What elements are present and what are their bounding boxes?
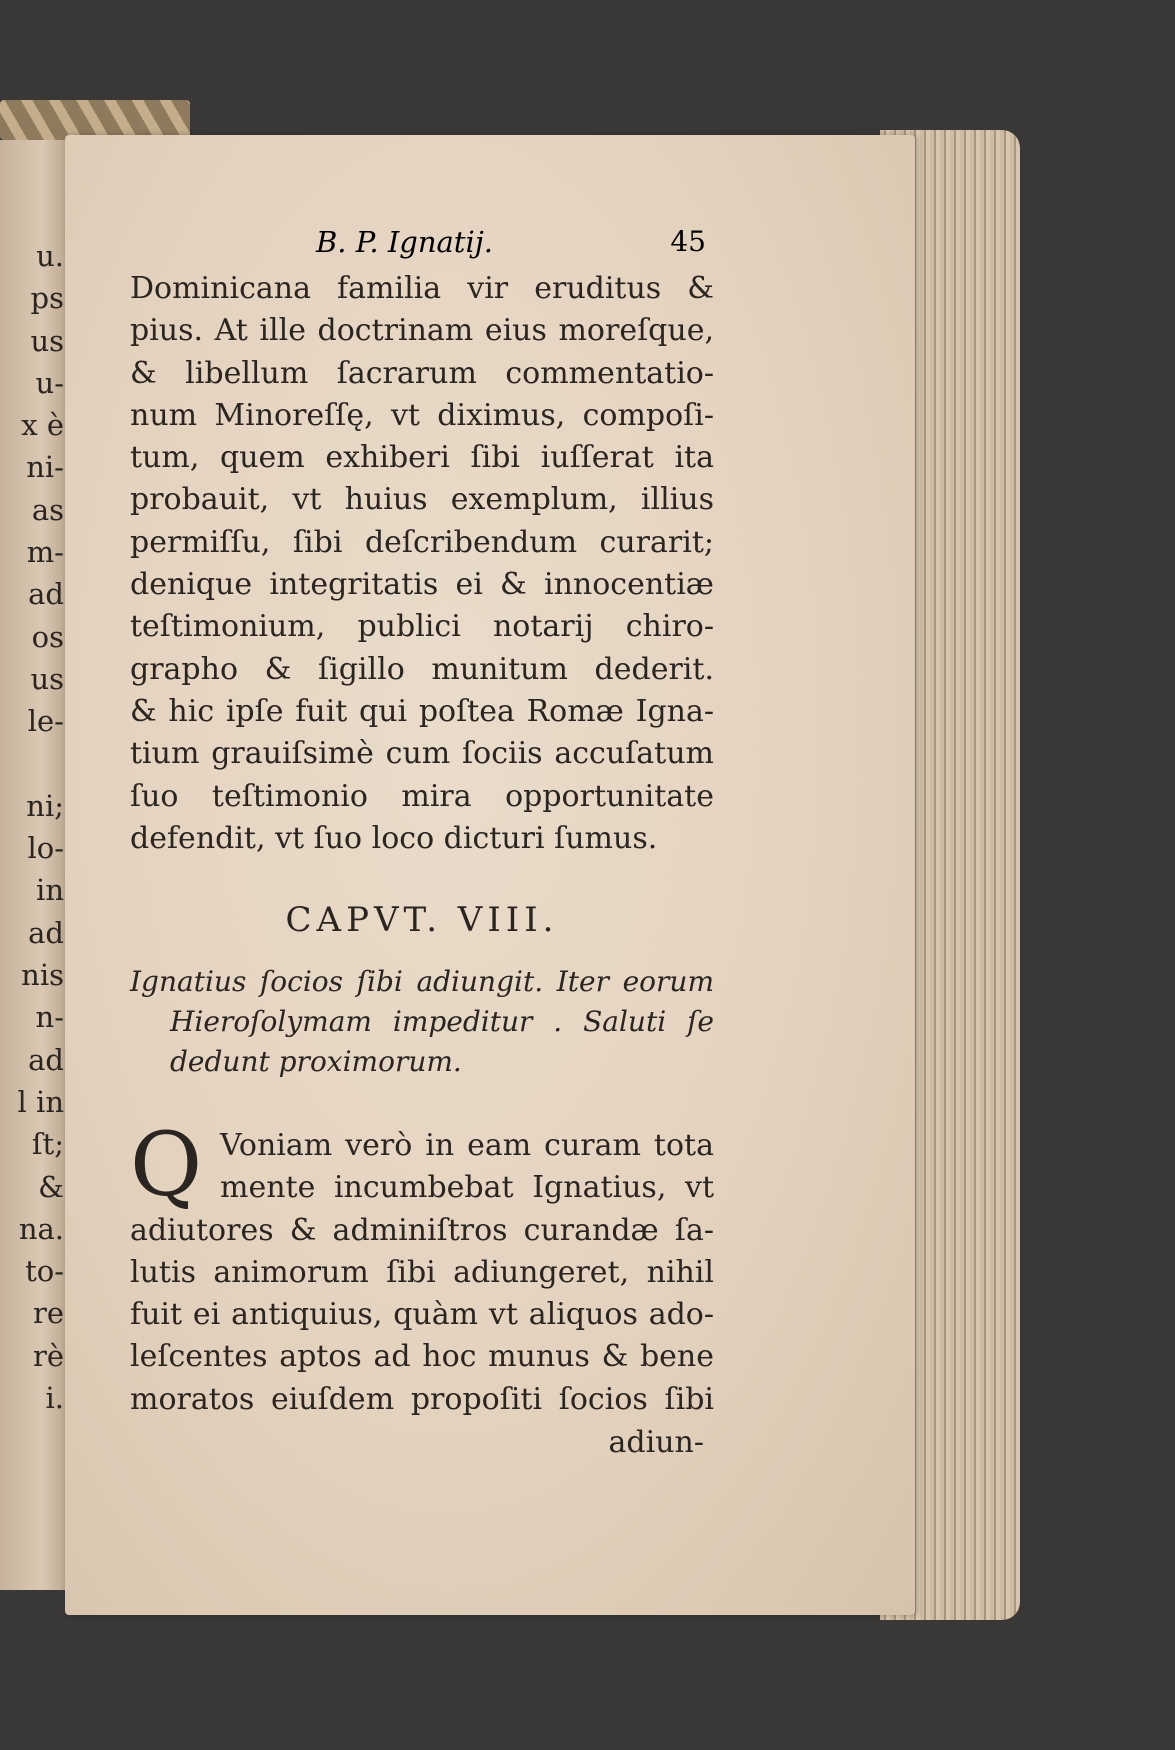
facing-page-fragment: us [30, 661, 64, 696]
text-line: & libellum ſacrarum commentatio- [130, 355, 714, 391]
text-line: probauit, vt huius exemplum, illius [130, 482, 714, 518]
facing-page-edge [0, 140, 70, 1590]
facing-page-fragment: re [32, 1296, 64, 1331]
text-line: num Minoreſſę, vt diximus, compoſi- [130, 397, 714, 433]
facing-page-fragment: ad [28, 915, 64, 950]
text-line: Voniam verò in eam curam tota [220, 1128, 714, 1163]
facing-page-fragment: n- [35, 1000, 64, 1035]
text-line: fuit ei antiquius, quàm vt aliquos ado- [130, 1297, 714, 1333]
text-line: lutis animorum ſibi adiungeret, nihil [130, 1254, 714, 1290]
facing-page-fragment: us [30, 323, 64, 358]
text-line: pius. At ille doctrinam eius moreſque, [130, 313, 714, 349]
facing-page-fragment: x è [21, 408, 64, 443]
catchword: adiun- [608, 1425, 704, 1460]
facing-page-fragment: lo- [27, 831, 64, 866]
facing-page-fragment [18, 743, 64, 785]
facing-page-fragments [18, 235, 64, 1419]
text-line: permiſſu, ſibi deſcribendum curarit; [130, 524, 714, 560]
text-line: grapho & ſigillo munitum dederit. [130, 651, 714, 687]
text-line: tium grauiſsimè cum ſociis accuſatum [130, 736, 714, 772]
text-line: defendit, vt ſuo loco dicturi ſumus. [130, 820, 658, 856]
running-header [130, 225, 714, 265]
facing-page-fragment: as [31, 492, 64, 527]
facing-page-fragment: & [38, 1169, 64, 1204]
summary-line: Ignatius ſocios ſibi adiungit. Iter eorum [130, 965, 714, 998]
body-text-part2 [130, 1113, 714, 1421]
facing-page-fragment: ni; [26, 788, 64, 823]
facing-page-fragment: u. [36, 239, 64, 273]
text-line: mente incumbebat Ignatius, vt [220, 1170, 714, 1206]
text-line: tum, quem exhiberi ſibi iuſſerat ita [130, 440, 714, 476]
summary-line: dedunt proximorum. [170, 1045, 462, 1078]
page-number: 45 [670, 225, 706, 258]
text-line: leſcentes aptos ad hoc munus & bene [130, 1339, 714, 1375]
text-line: Dominicana familia vir eruditus & [130, 271, 714, 306]
facing-page-fragment: in [36, 873, 64, 908]
facing-page-fragment: u- [35, 365, 64, 400]
text-line: adiutores & adminiſtros curandæ ſa- [130, 1212, 714, 1248]
text-line: teſtimonium, publici notarij chiro- [130, 609, 714, 645]
facing-page-fragment: nis [21, 958, 64, 993]
body-text-part1 [130, 268, 714, 860]
facing-page-fragment: le- [27, 704, 64, 739]
facing-page-fragment: ad [28, 1042, 64, 1077]
facing-page-fragment: ps [30, 281, 64, 316]
facing-page-fragment: os [31, 619, 64, 654]
facing-page-fragment: rè [32, 1338, 64, 1373]
facing-page-fragment: na. [18, 1211, 64, 1246]
text-line: denique integritatis ei & innocentiæ [130, 567, 714, 603]
text-line: ſuo teſtimonio mira opportunitate [130, 778, 714, 814]
drop-cap: Q [130, 1113, 203, 1216]
binding-thread [0, 100, 190, 140]
summary-line: Hieroſolymam impeditur . Saluti ſe [170, 1005, 714, 1038]
facing-page-fragment: i. [45, 1381, 64, 1416]
facing-page-fragment: ſt; [31, 1127, 64, 1162]
facing-page-fragment: m- [26, 535, 64, 570]
chapter-summary [130, 962, 714, 1082]
text-line: moratos eiuſdem propoſiti ſocios ſibi [130, 1381, 714, 1417]
facing-page-fragment: l in [17, 1084, 64, 1119]
text-line: & hic ipſe fuit qui poſtea Romæ Igna- [130, 693, 714, 729]
facing-page-fragment: to- [25, 1254, 64, 1289]
facing-page-fragment: ni- [26, 450, 64, 485]
chapter-heading: CAPVT. VIII. [285, 900, 559, 940]
facing-page-fragment: ad [28, 577, 64, 612]
running-title: B. P. Ignatij. [316, 225, 493, 259]
